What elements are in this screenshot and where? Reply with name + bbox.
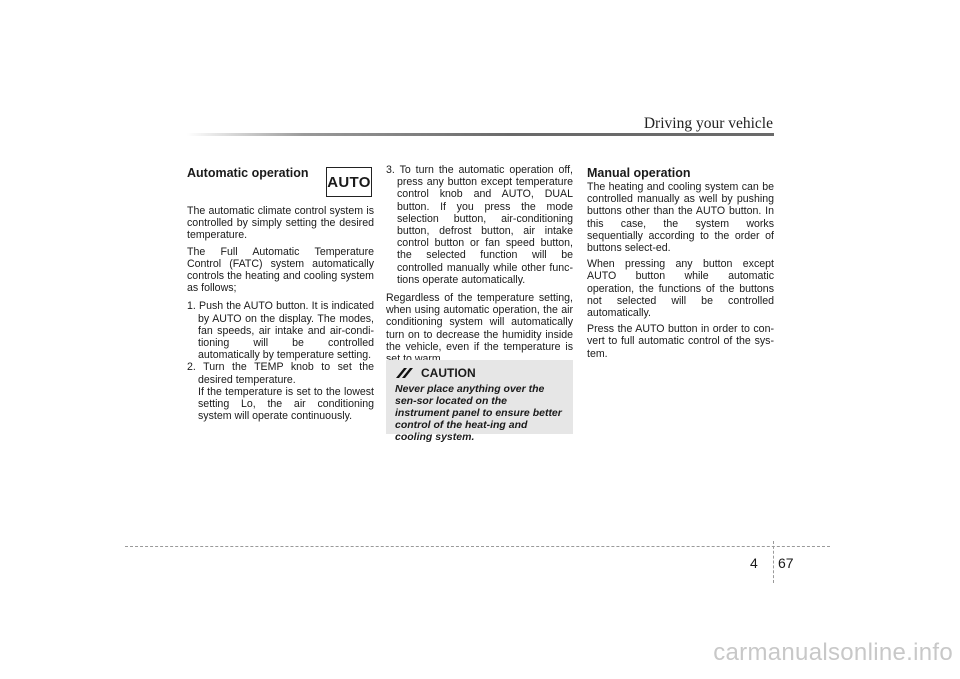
chapter-number: 4 [750,555,758,571]
list-item: 3. To turn the automatic operation off, press any button except temperature control knob and AUTO, DUAL button. If you press the mode selection button, air-conditioning button, defrost button, air intake control button or fan speed button, the selected function will be controlled manually while other func-tions operate automatically. [386,164,573,286]
watermark: carmanualsonline.info [713,639,953,666]
paragraph: Press the AUTO button in order to con-vert to full automatic control of the sys-tem. [587,323,774,360]
section-heading-manual: Manual operation [587,166,691,180]
column-middle [386,164,573,365]
page-header-title: Driving your vehicle [643,115,773,132]
column-left [187,164,374,422]
footer-divider [773,541,774,583]
list-item: 1. Push the AUTO button. It is indicated by AUTO on the display. The modes, fan speeds, air intake and air-condi-tioning will be controlled automatically by temperature setting. [187,300,374,362]
column-right [587,164,774,360]
page-number: 67 [778,555,794,571]
caution-box [386,360,573,443]
list-item-note: If the temperature is set to the lowest setting Lo, the air conditioning system will operate continuously. [198,385,374,423]
caution-text: Never place anything over the sen-sor located on the instrument panel to ensure better control of the heat-ing and cooling system. [395,383,562,443]
paragraph: Regardless of the temperature setting, when using automatic operation, the air conditioning system will automatically turn on to decrease the humidity inside the vehicle, even if the temperature is [386,292,573,353]
caution-icon [395,367,415,379]
paragraph: The Full Automatic Temperature Control (FATC) system automatically controls the heating and cooling system as follows; [187,245,374,295]
auto-button-icon: AUTO [326,167,372,197]
paragraph: The automatic climate control system is controlled by simply setting the desired temperature. [187,205,374,242]
paragraph: The heating and cooling system can be controlled manually as well by pushing buttons other than the AUTO button. In this case, the system works sequentially according to the order of buttons select-ed. [587,181,774,255]
caution-header [395,366,564,380]
section-heading-automatic: Automatic operation [187,166,309,180]
caution-title: CAUTION [421,366,476,380]
header-rule [187,133,774,136]
paragraph: When pressing any button except AUTO button while automatic operation, the functions of the buttons not selected will be controlled automatically. [587,258,774,320]
footer-rule [125,546,830,547]
list-item: 2. Turn the TEMP knob to set the desired temperature. [187,361,374,386]
